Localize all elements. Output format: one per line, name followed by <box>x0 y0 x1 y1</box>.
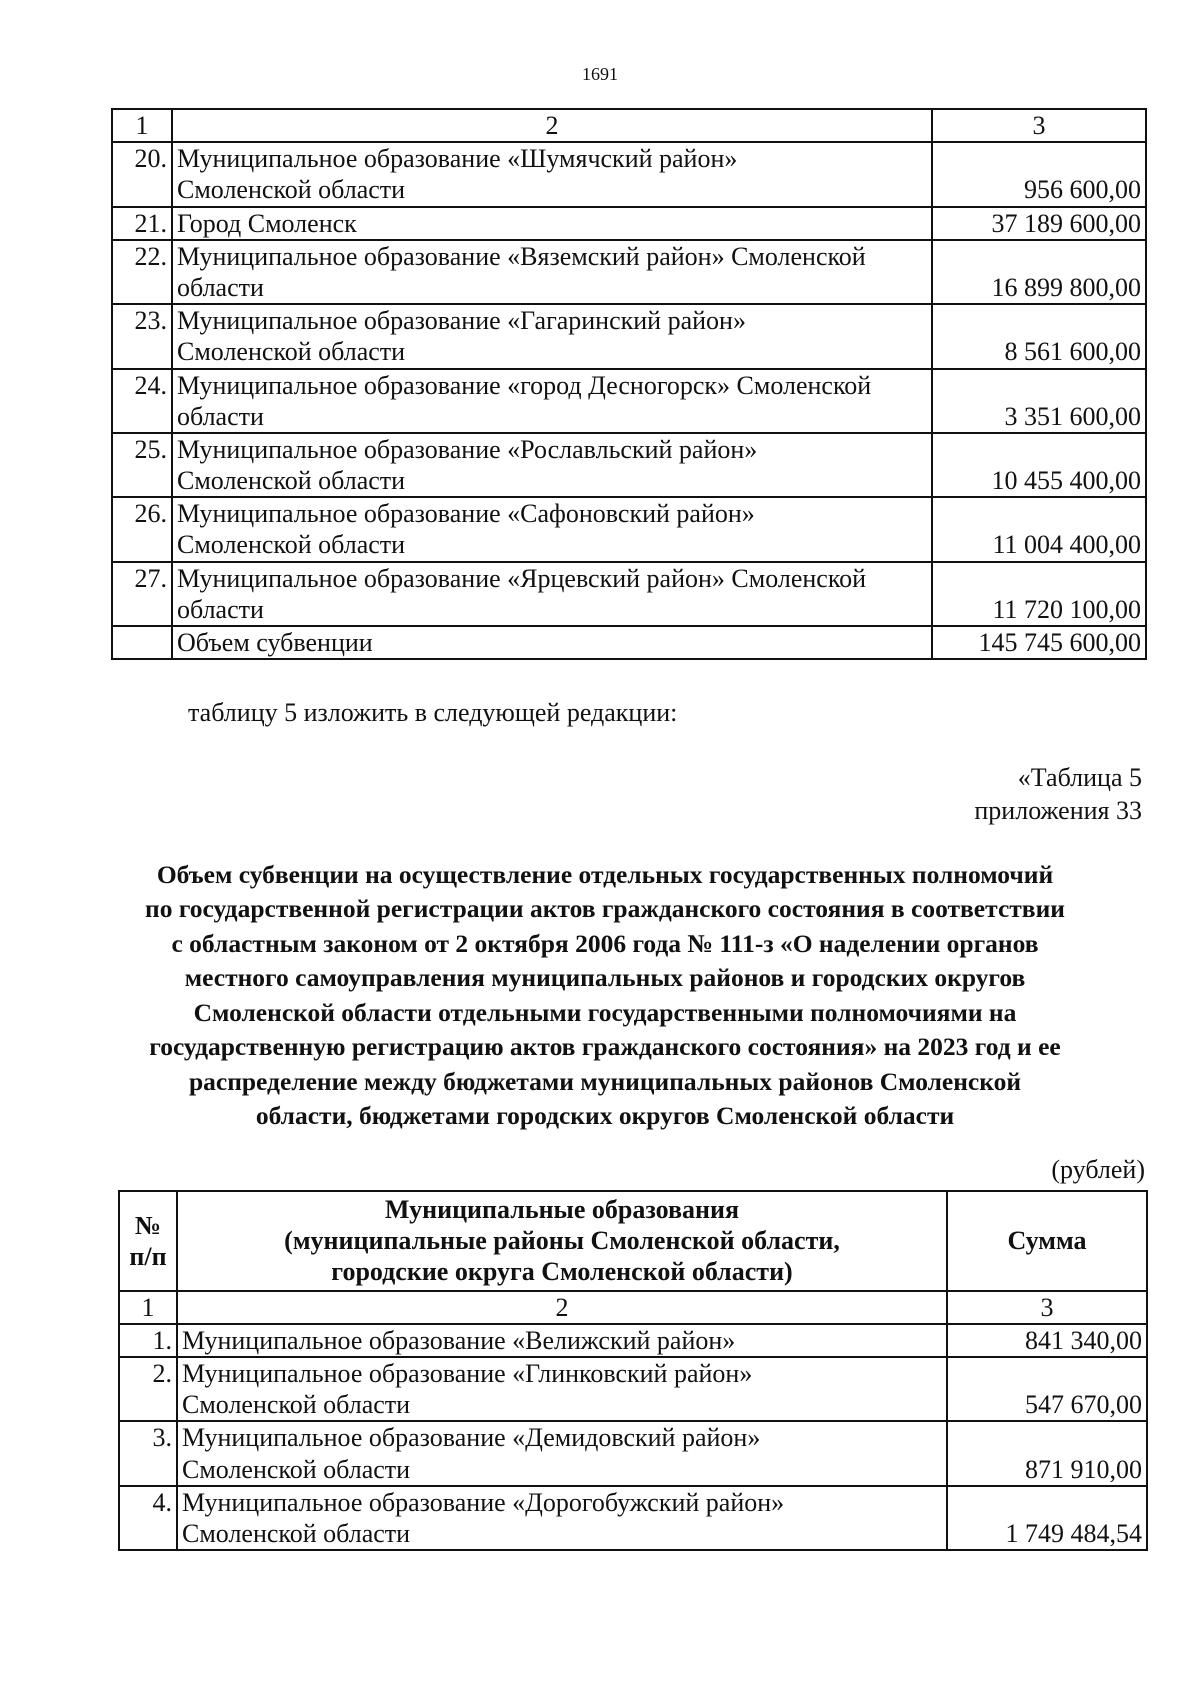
intro-text: таблицу 5 изложить в следующей редакции: <box>188 698 678 727</box>
document-title <box>105 858 1105 1133</box>
row-number: 25. <box>112 433 172 497</box>
row-municipality <box>172 240 932 304</box>
row-sum: 1 749 484,54 <box>947 1486 1147 1550</box>
row-sum: 956 600,00 <box>932 142 1146 206</box>
total-number-cell <box>112 626 172 659</box>
col-municipality-header <box>177 1191 947 1291</box>
row-municipality <box>172 497 932 561</box>
row-sum: 3 351 600,00 <box>932 369 1146 433</box>
row-municipality <box>177 1324 947 1357</box>
table-label-line: «Таблица 5 <box>1017 763 1142 792</box>
row-sum: 841 340,00 <box>947 1324 1147 1357</box>
municipality-name-line: Смоленской области <box>177 466 406 496</box>
index-cell: 3 <box>947 1291 1147 1324</box>
row-number: 27. <box>112 562 172 626</box>
row-sum: 547 670,00 <box>947 1357 1147 1421</box>
header-line: № <box>134 1210 162 1240</box>
row-number: 1. <box>119 1324 177 1357</box>
header-line: п/п <box>129 1241 167 1271</box>
municipality-name-line: области <box>177 594 264 624</box>
col-sum-header: Сумма <box>947 1191 1147 1291</box>
table-label <box>974 762 1142 827</box>
municipality-name-line: Смоленской области <box>177 530 406 560</box>
table-row <box>112 369 1146 433</box>
title-line: государственную регистрацию актов гражданского состояния» на 2023 год и ее <box>149 1032 1061 1062</box>
municipality-name-line: Муниципальное образование «Сафоновский район» <box>177 499 755 529</box>
table-row <box>119 1324 1147 1357</box>
municipality-name-line: Муниципальное образование «Демидовский район» <box>182 1423 761 1453</box>
title-line: с областным законом от 2 октября 2006 года № 111-з «О наделении органов <box>171 928 1039 958</box>
table-row <box>112 433 1146 497</box>
municipality-name-line: Муниципальное образование «Ярцевский район» Смоленской <box>177 563 867 593</box>
title-line: распределение между бюджетами муниципальных районов Смоленской <box>188 1066 1022 1096</box>
table-row <box>119 1357 1147 1421</box>
table-header-row <box>119 1191 1147 1291</box>
subvention-table-continued <box>111 108 1147 660</box>
municipality-name-line: Смоленской области <box>177 337 406 367</box>
municipality-name-line: Муниципальное образование «Вяземский район» Смоленской <box>177 241 866 271</box>
row-municipality <box>177 1486 947 1550</box>
header-line: Муниципальные образования <box>384 1195 740 1224</box>
subvention-table-5 <box>118 1190 1148 1551</box>
municipality-name-line: Муниципальное образование «Дорогобужский район» <box>182 1487 785 1517</box>
row-number: 22. <box>112 240 172 304</box>
table-row <box>112 240 1146 304</box>
index-cell: 2 <box>172 109 932 142</box>
municipality-name-line: области <box>177 272 264 302</box>
title-line: области, бюджетами городских округов Смоленской области <box>255 1100 955 1130</box>
row-municipality <box>172 433 932 497</box>
title-line: местного самоуправления муниципальных районов и городских округов <box>184 963 1026 993</box>
municipality-name-line: Муниципальное образование «Шумячский район» <box>177 144 738 174</box>
table-row <box>112 207 1146 240</box>
row-sum: 871 910,00 <box>947 1421 1147 1485</box>
row-sum: 11 720 100,00 <box>932 562 1146 626</box>
title-line: по государственной регистрации актов гражданского состояния в соответствии <box>145 894 1065 924</box>
index-cell: 3 <box>932 109 1146 142</box>
row-municipality <box>177 1421 947 1485</box>
row-number: 2. <box>119 1357 177 1421</box>
table-row <box>119 1421 1147 1485</box>
municipality-name-line: Муниципальное образование «Глинковский район» <box>182 1358 753 1388</box>
table-row <box>119 1486 1147 1550</box>
row-sum: 11 004 400,00 <box>932 497 1146 561</box>
row-number: 23. <box>112 304 172 368</box>
row-sum: 37 189 600,00 <box>932 207 1146 240</box>
municipality-name-line: Город Смоленск <box>177 208 357 238</box>
total-sum: 145 745 600,00 <box>932 626 1146 659</box>
table-row <box>112 142 1146 206</box>
title-line: Смоленской области отдельными государственными полномочиями на <box>193 997 1017 1027</box>
header-line: городские округа Смоленской области) <box>331 1257 793 1287</box>
row-municipality <box>172 304 932 368</box>
header-line: (муниципальные районы Смоленской области, <box>284 1226 840 1256</box>
row-municipality <box>172 562 932 626</box>
row-municipality <box>172 369 932 433</box>
total-label: Объем субвенции <box>172 626 932 659</box>
page-number: 1691 <box>582 64 618 84</box>
table-total-row <box>112 626 1146 659</box>
row-sum: 8 561 600,00 <box>932 304 1146 368</box>
row-number: 3. <box>119 1421 177 1485</box>
row-number: 4. <box>119 1486 177 1550</box>
index-cell: 2 <box>177 1291 947 1324</box>
col-number-header <box>119 1191 177 1291</box>
table-index-row <box>119 1291 1147 1324</box>
index-cell: 1 <box>119 1291 177 1324</box>
municipality-name-line: Смоленской области <box>182 1454 411 1484</box>
municipality-name-line: Муниципальное образование «город Десногорск» Смоленской <box>177 370 872 400</box>
municipality-name-line: Смоленской области <box>182 1390 411 1420</box>
table-row <box>112 562 1146 626</box>
row-sum: 10 455 400,00 <box>932 433 1146 497</box>
municipality-name-line: Муниципальное образование «Рославльский район» <box>177 434 758 464</box>
table-index-row <box>112 109 1146 142</box>
row-number: 21. <box>112 207 172 240</box>
title-line: Объем субвенции на осуществление отдельных государственных полномочий <box>156 860 1054 889</box>
municipality-name-line: Муниципальное образование «Гагаринский район» <box>177 306 746 336</box>
row-number: 26. <box>112 497 172 561</box>
table-label-line: приложения 33 <box>974 795 1142 825</box>
row-municipality <box>172 207 932 240</box>
municipality-name-line: Муниципальное образование «Велижский район» <box>182 1325 736 1355</box>
row-number: 24. <box>112 369 172 433</box>
index-cell: 1 <box>112 109 172 142</box>
table-row <box>112 497 1146 561</box>
municipality-name-line: Смоленской области <box>177 175 406 205</box>
row-number: 20. <box>112 142 172 206</box>
row-sum: 16 899 800,00 <box>932 240 1146 304</box>
table-row <box>112 304 1146 368</box>
municipality-name-line: области <box>177 401 264 431</box>
municipality-name-line: Смоленской области <box>182 1518 411 1548</box>
unit-label: (рублей) <box>1051 1155 1145 1184</box>
row-municipality <box>177 1357 947 1421</box>
row-municipality <box>172 142 932 206</box>
